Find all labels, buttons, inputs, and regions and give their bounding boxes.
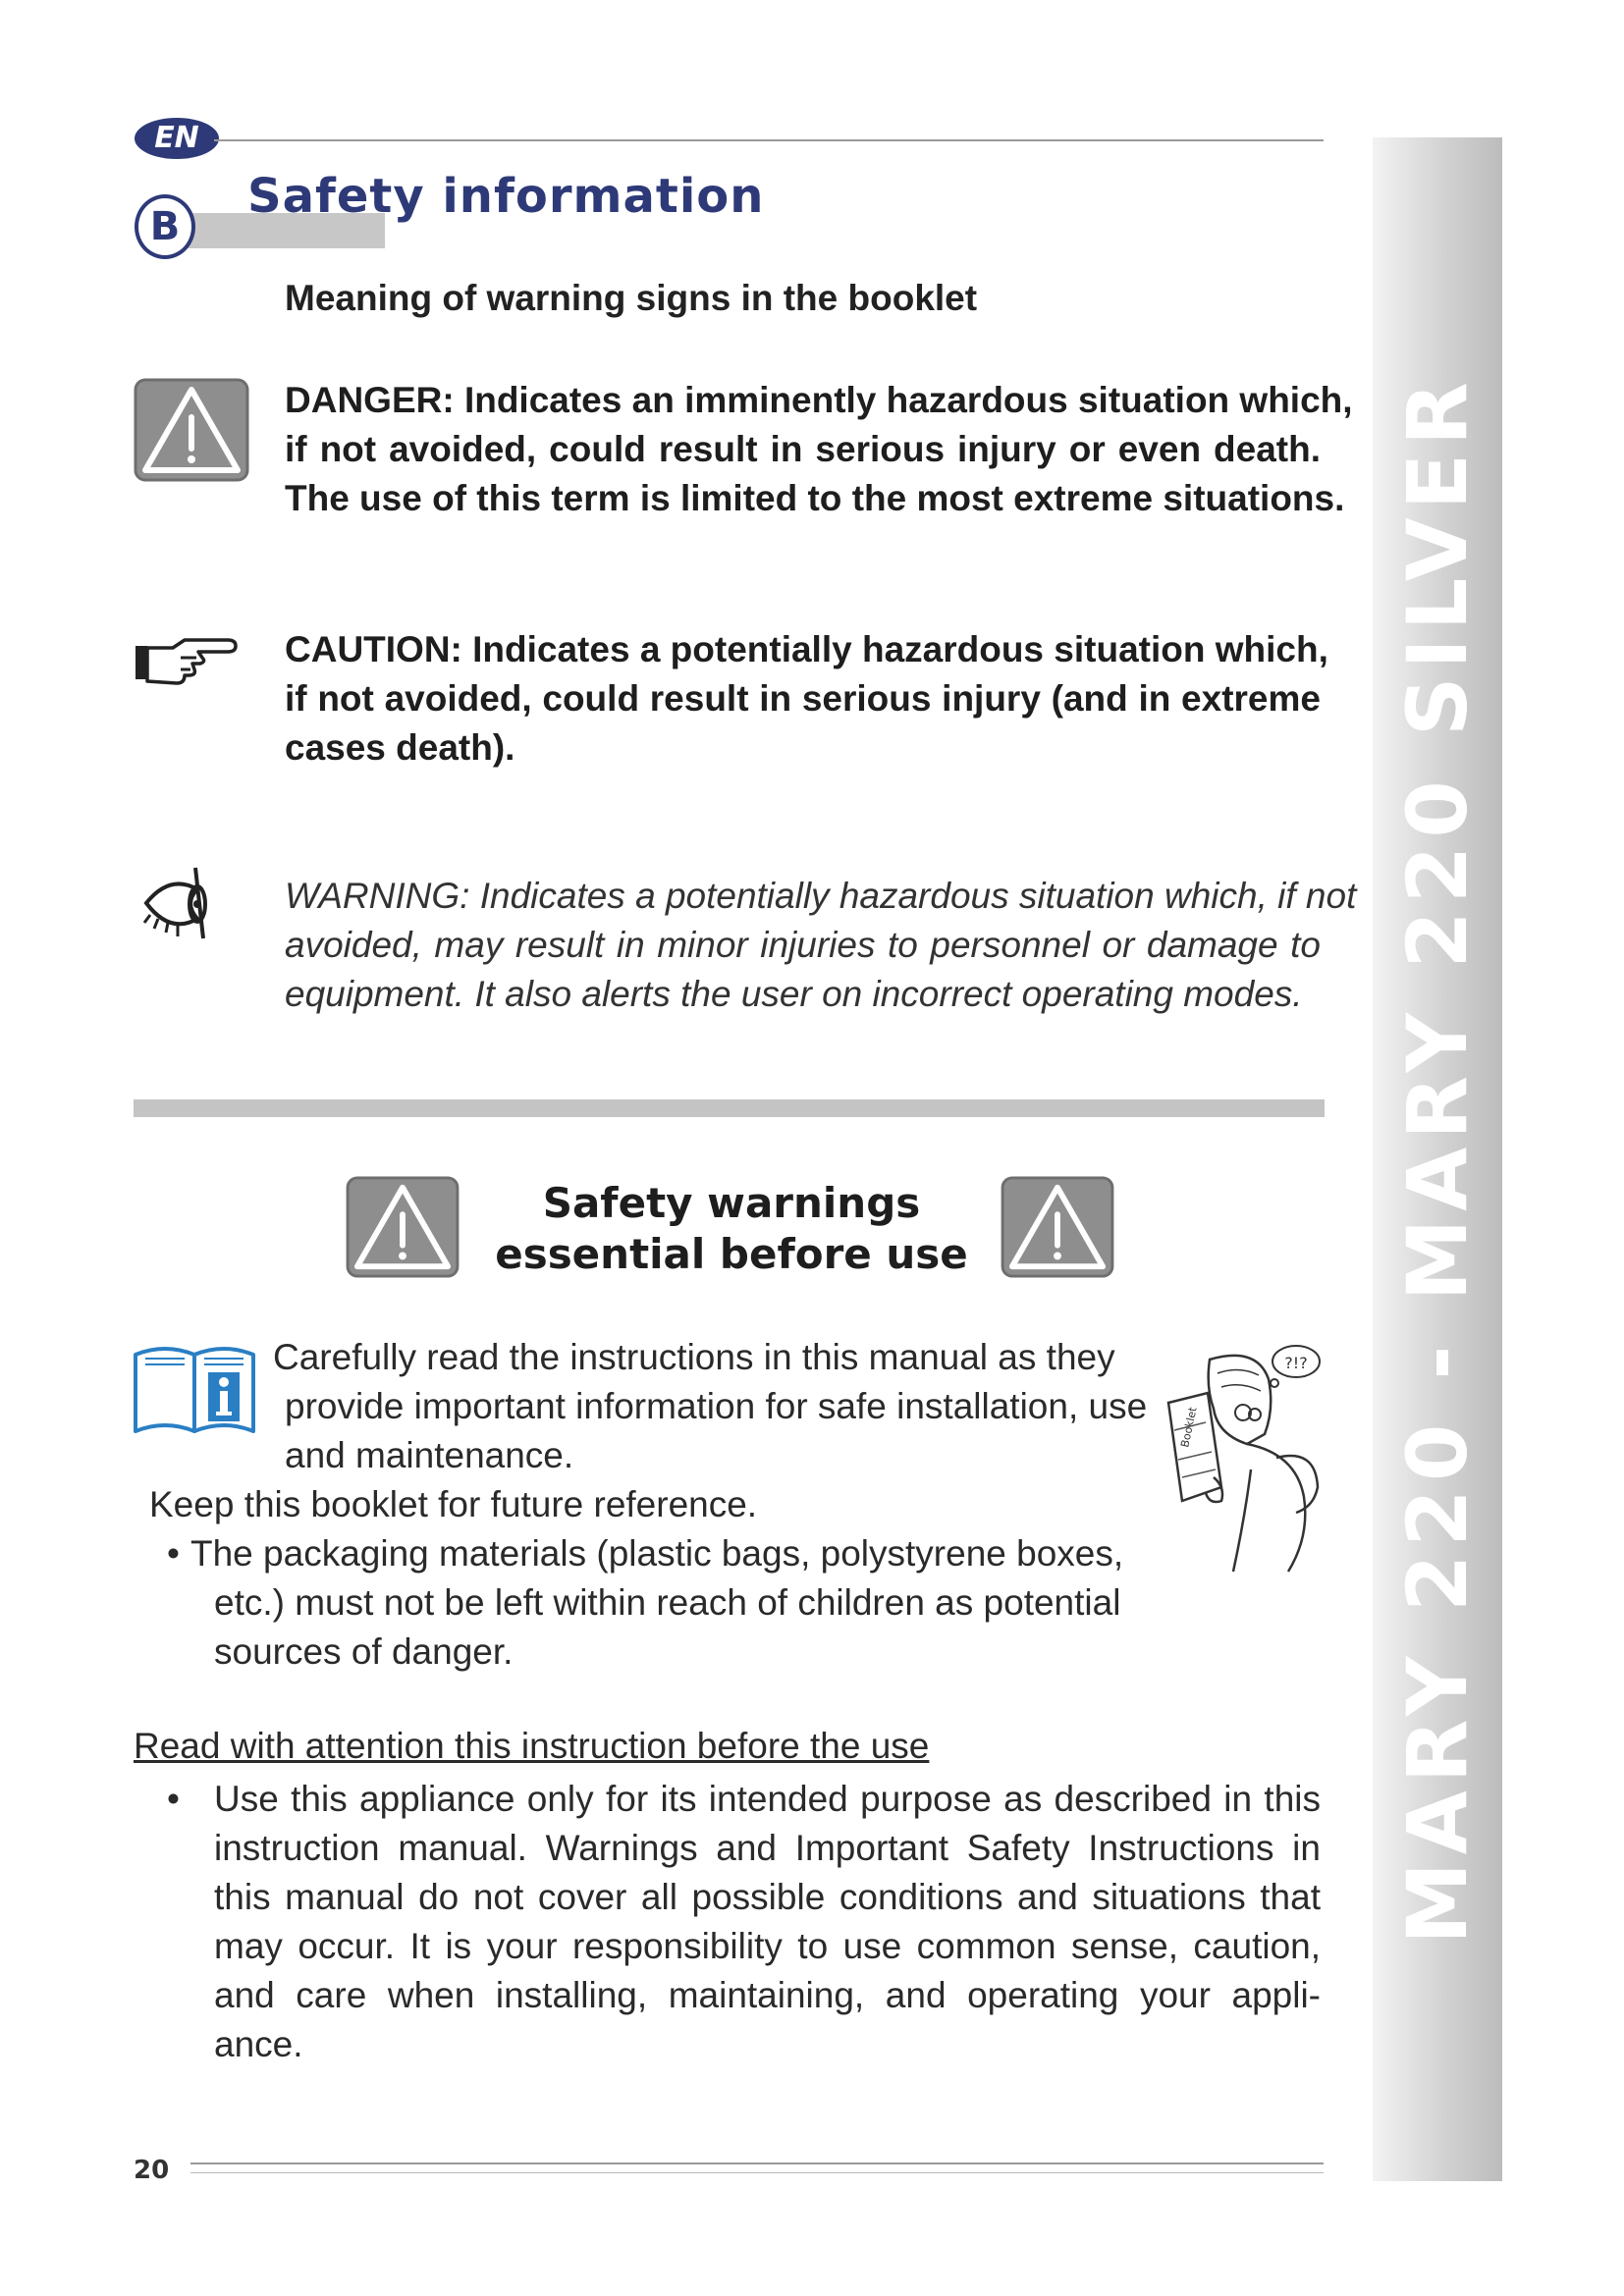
- use-appliance-line: ance.: [214, 2024, 303, 2064]
- read-carefully-line: Carefully read the instructions in this manual as they: [273, 1337, 1115, 1377]
- eye-icon: [140, 862, 219, 942]
- model-name-vertical: MARY 220 - MARY 220 SILVER: [1389, 374, 1486, 1945]
- safety-warnings-title: [471, 1178, 992, 1280]
- warning-triangle-icon: [134, 378, 249, 482]
- caution-line: cases death).: [285, 727, 515, 768]
- read-carefully-line: and maintenance.: [285, 1435, 574, 1475]
- section-divider: [134, 1099, 1325, 1117]
- warning-line: equipment. It also alerts the user on incorrect operating modes.: [285, 974, 1303, 1014]
- info-book-icon: [132, 1341, 259, 1439]
- warning-triangle-icon: [345, 1176, 460, 1278]
- read-attention-heading: Read with attention this instruction before the use: [134, 1726, 930, 1766]
- warning-triangle-icon: [1000, 1176, 1115, 1278]
- reader-illustration: [1149, 1340, 1326, 1580]
- safety-warnings-title-line1: Safety warnings: [542, 1179, 921, 1227]
- danger-line: The use of this term is limited to the most extreme situations.: [285, 478, 1345, 518]
- warning-signs-heading: Meaning of warning signs in the booklet: [285, 278, 978, 318]
- language-badge: EN: [135, 118, 219, 159]
- bullet-marker: •: [167, 1779, 180, 1819]
- caution-line: if not avoided, could result in serious injury (and in extreme: [285, 678, 1321, 719]
- warning-description: [285, 872, 1357, 1019]
- pointing-hand-icon: [134, 632, 240, 687]
- packaging-line: etc.) must not be left within reach of children as potential: [214, 1582, 1121, 1623]
- footer-rule: [190, 2172, 1324, 2173]
- caution-description: [285, 625, 1328, 773]
- keep-booklet-note: Keep this booklet for future reference.: [149, 1484, 758, 1524]
- danger-line: if not avoided, could result in serious injury or even death.: [285, 429, 1321, 469]
- caution-line: CAUTION: Indicates a potentially hazardous situation which,: [285, 629, 1328, 669]
- danger-description: [285, 376, 1353, 523]
- section-letter-badge: B: [135, 194, 195, 259]
- packaging-line: The packaging materials (plastic bags, polystyrene boxes,: [190, 1533, 1124, 1574]
- safety-warnings-title-line2: essential before use: [495, 1230, 968, 1278]
- use-appliance-line: may occur. It is your responsibility to use common sense, caution,: [214, 1926, 1321, 1966]
- use-appliance-line: Use this appliance only for its intended purpose as described in this: [214, 1779, 1321, 1819]
- read-carefully-line: provide important information for safe installation, use: [285, 1386, 1148, 1426]
- packaging-bullet-item: [167, 1529, 1149, 1677]
- read-carefully-paragraph: [273, 1333, 1147, 1480]
- warning-line: avoided, may result in minor injuries to personnel or damage to: [285, 925, 1321, 965]
- footer-rule: [190, 2163, 1324, 2164]
- packaging-line: sources of danger.: [214, 1631, 514, 1672]
- warning-line: WARNING: Indicates a potentially hazardous situation which, if not: [285, 876, 1357, 916]
- use-appliance-bullet-item: [167, 1775, 1321, 2069]
- use-appliance-line: this manual do not cover all possible conditions and situations that: [214, 1877, 1321, 1917]
- bullet-marker: •: [167, 1533, 180, 1574]
- figure-bubble-text: ?!?: [1284, 1354, 1308, 1372]
- use-appliance-line: and care when installing, maintaining, and operating your appli-: [214, 1975, 1321, 2015]
- section-title: Safety information: [247, 169, 765, 224]
- use-appliance-text: [214, 1775, 1321, 2069]
- packaging-text: [190, 1529, 1124, 1677]
- use-appliance-line: instruction manual. Warnings and Important Safety Instructions in: [214, 1828, 1321, 1868]
- page-number: 20: [134, 2156, 170, 2185]
- danger-line: DANGER: Indicates an imminently hazardous situation which,: [285, 380, 1353, 420]
- header-rule: [214, 139, 1324, 141]
- model-side-band: [1373, 137, 1502, 2181]
